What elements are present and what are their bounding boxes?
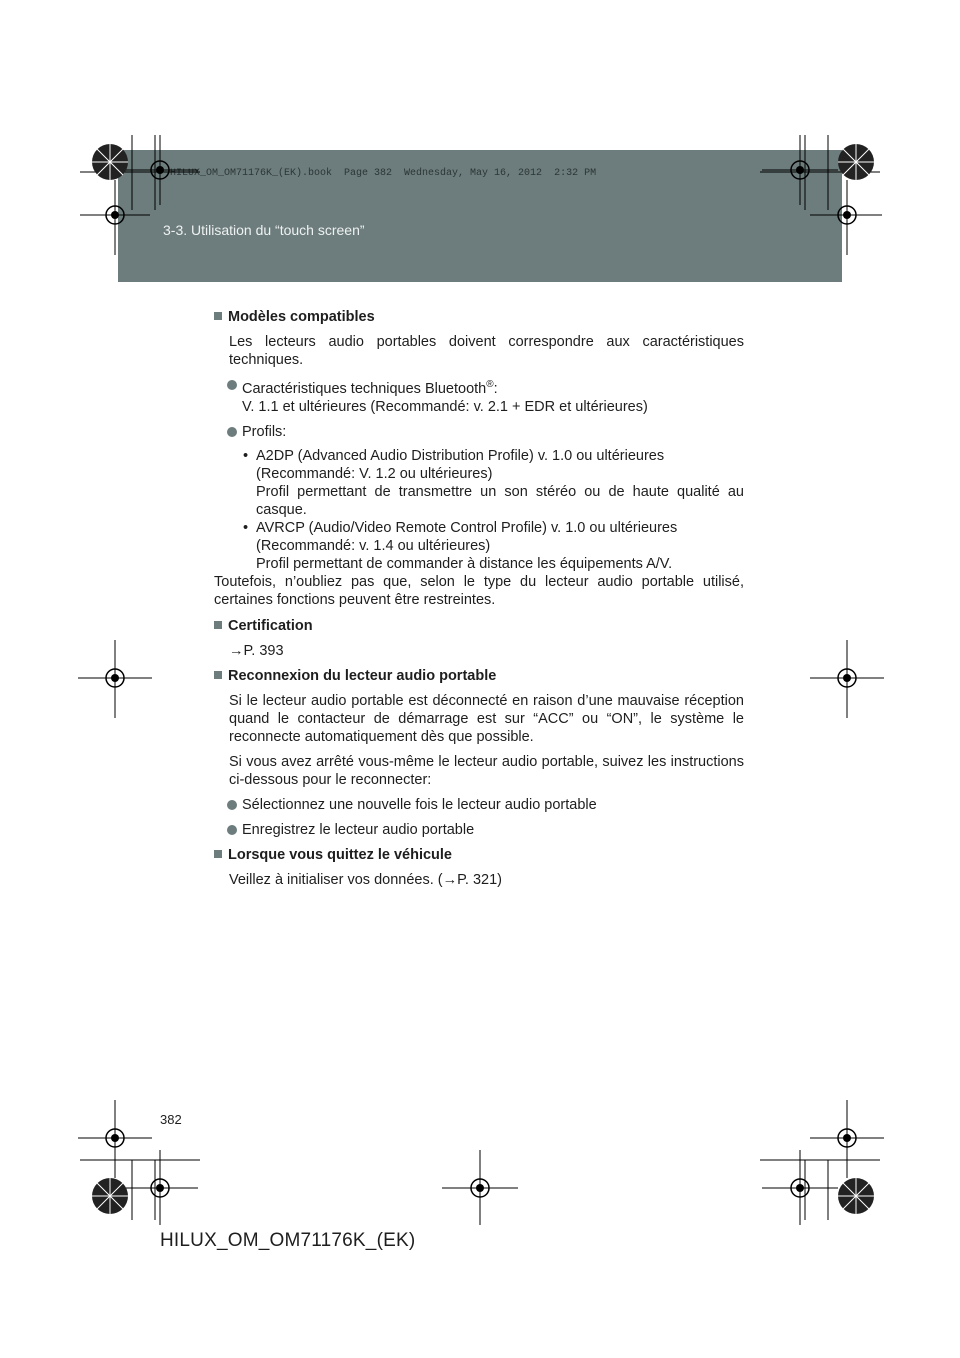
book-meta-line: HILUX_OM_OM71176K_(EK).book Page 382 Wednesday, May 16, 2012 2:32 PM: [170, 168, 597, 179]
bullet-register: Enregistrez le lecteur audio portable: [214, 821, 744, 839]
page-number: 382: [160, 1112, 182, 1127]
round-bullet-icon: [227, 427, 237, 437]
square-bullet-icon: [214, 312, 222, 320]
square-bullet-icon: [214, 671, 222, 679]
square-bullet-icon: [214, 850, 222, 858]
bullet-bluetooth-spec: Caractéristiques techniques Bluetooth®: V. 1.1 et ultérieures (Recommandé: v. 2.1 + EDR et ultérieures): [214, 376, 744, 416]
bullet-profiles: Profils:: [214, 423, 744, 441]
heading-leaving-vehicle: Lorsque vous quittez le véhicule: [214, 846, 744, 864]
compatible-note: Toutefois, n’oubliez pas que, selon le type du lecteur audio portable utilisé, certaines fonctions peuvent être restreintes.: [214, 573, 744, 608]
footer-code: HILUX_OM_OM71176K_(EK): [160, 1230, 416, 1251]
heading-reconnect: Reconnexion du lecteur audio portable: [214, 667, 744, 685]
bluetooth-version: V. 1.1 et ultérieures (Recommandé: v. 2.1 + EDR et ultérieures): [242, 398, 648, 415]
profile-avrcp: • AVRCP (Audio/Video Remote Control Profile) v. 1.0 ou ultérieures (Recommandé: v. 1.4 ou ultérieures) Profil permettant de commander à distance les équipements A/V.: [243, 519, 678, 572]
round-bullet-icon: [227, 825, 237, 835]
section-title: 3-3. Utilisation du “touch screen”: [163, 222, 365, 238]
round-bullet-icon: [227, 380, 237, 390]
compatible-intro: Les lecteurs audio portables doivent correspondre aux caractéristiques techniques.: [229, 334, 744, 368]
heading-compatible-models: Modèles compatibles: [214, 308, 744, 326]
reconnect-p1: Si le lecteur audio portable est déconnecté en raison d’une mauvaise réception quand le contacteur de démarrage est sur “ACC” ou “ON”, le système le reconnecte automatiquement dès que possible.: [229, 692, 744, 745]
heading-certification: Certification: [214, 617, 744, 635]
profile-a2dp: • A2DP (Advanced Audio Distribution Profile) v. 1.0 ou ultérieures (Recommandé: V. 1.2 ou ultérieures) Profil permettant de transmettre un son stéréo ou de haute qualité au casque.: [243, 447, 744, 518]
certification-reference: →P. 393: [229, 642, 284, 659]
leaving-text: Veillez à initialiser vos données. (→P. 321): [229, 871, 502, 888]
arrow-icon: →: [442, 871, 458, 888]
round-bullet-icon: [227, 800, 237, 810]
square-bullet-icon: [214, 621, 222, 629]
page-content: [214, 308, 744, 896]
arrow-icon: →: [229, 642, 244, 659]
bullet-reselect: Sélectionnez une nouvelle fois le lecteur audio portable: [214, 796, 744, 814]
reconnect-p2: Si vous avez arrêté vous-même le lecteur audio portable, suivez les instructions ci-dessous pour le reconnecter:: [229, 753, 744, 788]
